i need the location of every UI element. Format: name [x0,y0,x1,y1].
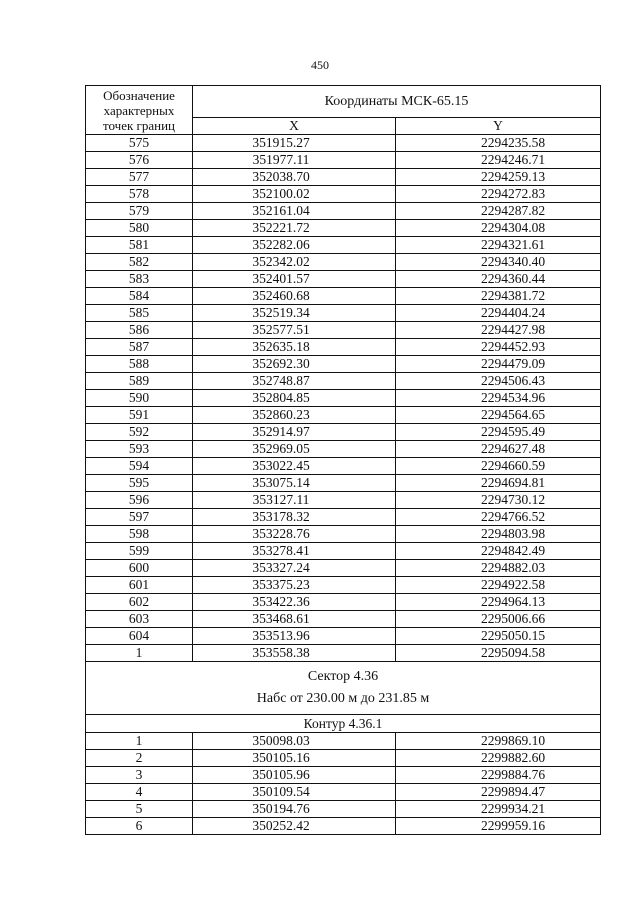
point-cell: 598 [86,526,193,543]
table-row [86,543,601,560]
x-column-header: X [193,118,396,135]
table-row [86,577,601,594]
table-row [86,441,601,458]
x-cell: 352914.97 [193,424,396,441]
point-cell: 6 [86,818,193,835]
table-row [86,373,601,390]
y-cell: 2294964.13 [396,594,601,611]
table-row [86,322,601,339]
x-cell: 352100.02 [193,186,396,203]
point-cell: 591 [86,407,193,424]
x-cell: 350098.03 [193,733,396,750]
table-row [86,784,601,801]
point-cell: 584 [86,288,193,305]
point-cell: 602 [86,594,193,611]
contour-rows [86,733,601,835]
point-cell: 586 [86,322,193,339]
coordinate-system-header: Координаты МСК-65.15 [193,86,601,118]
y-cell: 2299959.16 [396,818,601,835]
x-cell: 353513.96 [193,628,396,645]
x-cell: 350109.54 [193,784,396,801]
point-cell: 5 [86,801,193,818]
point-cell: 2 [86,750,193,767]
x-cell: 352161.04 [193,203,396,220]
x-cell: 352804.85 [193,390,396,407]
x-cell: 350105.96 [193,767,396,784]
point-cell: 590 [86,390,193,407]
x-cell: 352401.57 [193,271,396,288]
point-cell: 587 [86,339,193,356]
y-cell: 2294627.48 [396,441,601,458]
point-cell: 576 [86,152,193,169]
y-cell: 2294564.65 [396,407,601,424]
y-cell: 2294766.52 [396,509,601,526]
point-cell: 579 [86,203,193,220]
x-cell: 353022.45 [193,458,396,475]
x-cell: 353375.23 [193,577,396,594]
y-cell: 2294360.44 [396,271,601,288]
point-cell: 3 [86,767,193,784]
x-cell: 353422.36 [193,594,396,611]
contour-title: Контур 4.36.1 [86,715,601,733]
sector-height-range: Набс от 230.00 м до 231.85 м [256,691,430,706]
y-cell: 2295006.66 [396,611,601,628]
x-cell: 352342.02 [193,254,396,271]
point-cell: 1 [86,733,193,750]
point-cell: 596 [86,492,193,509]
y-cell: 2294235.58 [396,135,601,152]
x-cell: 352969.05 [193,441,396,458]
y-cell: 2294321.61 [396,237,601,254]
y-cell: 2294479.09 [396,356,601,373]
y-cell: 2294404.24 [396,305,601,322]
y-cell: 2294304.08 [396,220,601,237]
x-cell: 353228.76 [193,526,396,543]
table-row [86,750,601,767]
y-cell: 2299934.21 [396,801,601,818]
y-cell: 2294842.49 [396,543,601,560]
table-row [86,818,601,835]
table-row [86,560,601,577]
table-row [86,424,601,441]
y-cell: 2299869.10 [396,733,601,750]
x-cell: 352282.06 [193,237,396,254]
x-cell: 350105.16 [193,750,396,767]
table-row [86,271,601,288]
y-cell: 2294259.13 [396,169,601,186]
x-cell: 352519.34 [193,305,396,322]
y-cell: 2299894.47 [396,784,601,801]
x-cell: 352221.72 [193,220,396,237]
x-cell: 353278.41 [193,543,396,560]
coordinates-table [85,85,601,835]
main-rows [86,135,601,662]
y-cell: 2294427.98 [396,322,601,339]
x-cell: 353558.38 [193,645,396,662]
point-cell: 580 [86,220,193,237]
point-cell: 600 [86,560,193,577]
y-cell: 2294694.81 [396,475,601,492]
table-row [86,356,601,373]
point-label-header: Обозначение характерных точек границ [86,86,193,135]
x-cell: 352460.68 [193,288,396,305]
y-cell: 2294246.71 [396,152,601,169]
page-number: 450 [311,58,329,72]
y-cell: 2299882.60 [396,750,601,767]
table-row [86,801,601,818]
y-cell: 2299884.76 [396,767,601,784]
x-cell: 350252.42 [193,818,396,835]
point-cell: 1 [86,645,193,662]
table-row [86,203,601,220]
table-row [86,645,601,662]
y-cell: 2294660.59 [396,458,601,475]
table-row [86,169,601,186]
x-cell: 353075.14 [193,475,396,492]
point-cell: 594 [86,458,193,475]
sector-title: Сектор 4.36 [307,669,379,684]
y-cell: 2294803.98 [396,526,601,543]
point-cell: 578 [86,186,193,203]
y-cell: 2294922.58 [396,577,601,594]
table-row [86,288,601,305]
x-cell: 352577.51 [193,322,396,339]
y-cell: 2294287.82 [396,203,601,220]
table-row [86,220,601,237]
x-cell: 351977.11 [193,152,396,169]
y-cell: 2294272.83 [396,186,601,203]
table-row [86,237,601,254]
table-row [86,407,601,424]
point-cell: 583 [86,271,193,288]
sector-cell [86,662,601,715]
table-row [86,475,601,492]
table-row [86,186,601,203]
point-cell: 593 [86,441,193,458]
y-cell: 2295050.15 [396,628,601,645]
point-cell: 603 [86,611,193,628]
point-cell: 597 [86,509,193,526]
table-row [86,135,601,152]
point-cell: 604 [86,628,193,645]
y-cell: 2294882.03 [396,560,601,577]
x-cell: 353468.61 [193,611,396,628]
table-row [86,492,601,509]
table-row [86,594,601,611]
y-cell: 2294506.43 [396,373,601,390]
x-cell: 353127.11 [193,492,396,509]
point-cell: 592 [86,424,193,441]
x-cell: 352860.23 [193,407,396,424]
y-cell: 2295094.58 [396,645,601,662]
y-cell: 2294595.49 [396,424,601,441]
table-row [86,767,601,784]
point-cell: 595 [86,475,193,492]
table-row [86,152,601,169]
table-row [86,254,601,271]
table-row [86,305,601,322]
table-row [86,509,601,526]
point-cell: 588 [86,356,193,373]
y-cell: 2294452.93 [396,339,601,356]
x-cell: 352635.18 [193,339,396,356]
y-cell: 2294340.40 [396,254,601,271]
table-row [86,733,601,750]
table-row [86,611,601,628]
x-cell: 351915.27 [193,135,396,152]
table-header [86,86,601,135]
table-row [86,390,601,407]
y-column-header: Y [396,118,601,135]
table-row [86,628,601,645]
x-cell: 352748.87 [193,373,396,390]
y-cell: 2294381.72 [396,288,601,305]
x-cell: 350194.76 [193,801,396,818]
point-cell: 589 [86,373,193,390]
y-cell: 2294730.12 [396,492,601,509]
x-cell: 353327.24 [193,560,396,577]
sector-block [86,662,601,733]
point-cell: 575 [86,135,193,152]
table-row [86,458,601,475]
x-cell: 353178.32 [193,509,396,526]
table-row [86,526,601,543]
point-cell: 599 [86,543,193,560]
point-cell: 4 [86,784,193,801]
point-cell: 585 [86,305,193,322]
table-row [86,339,601,356]
y-cell: 2294534.96 [396,390,601,407]
point-cell: 581 [86,237,193,254]
point-cell: 582 [86,254,193,271]
x-cell: 352038.70 [193,169,396,186]
point-cell: 577 [86,169,193,186]
x-cell: 352692.30 [193,356,396,373]
point-cell: 601 [86,577,193,594]
